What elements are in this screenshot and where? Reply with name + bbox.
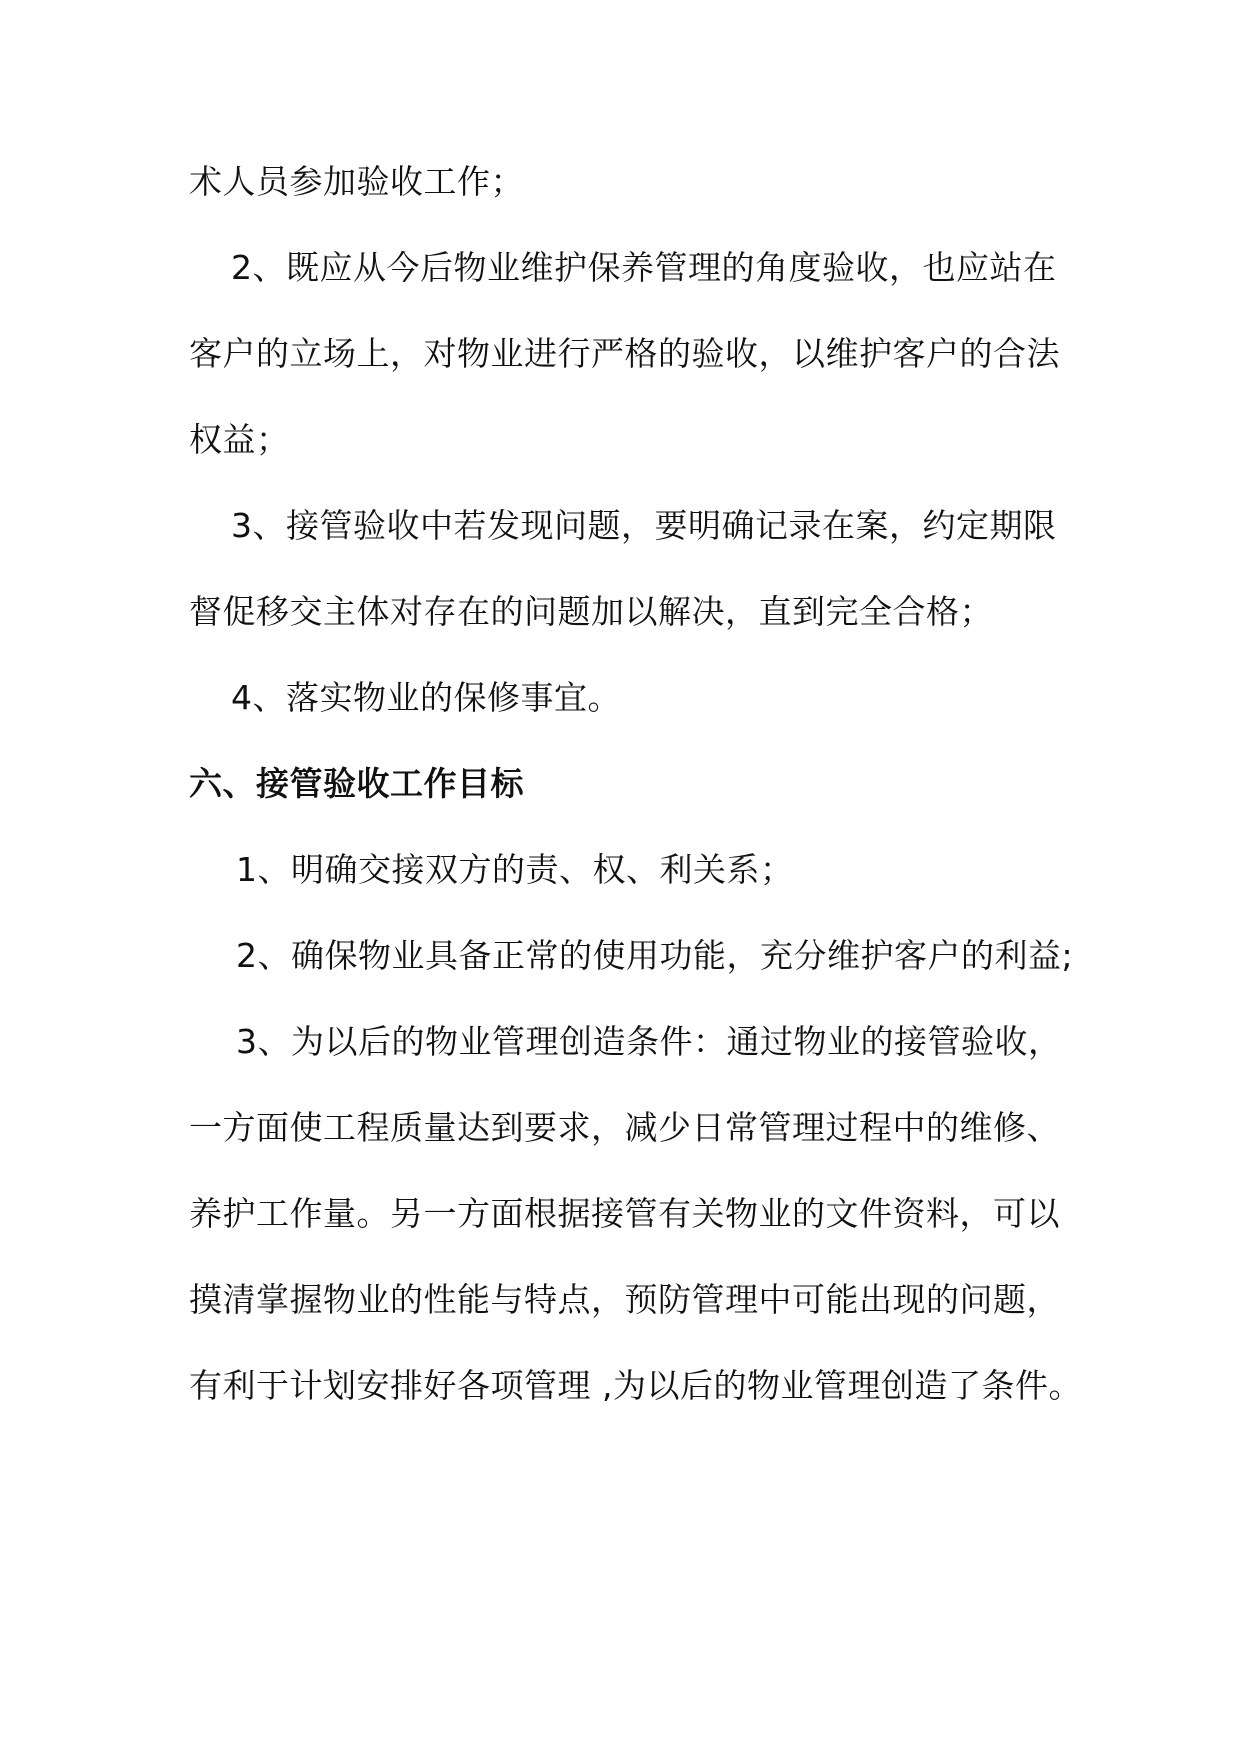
paragraph-line: 养护工作量。另一方面根据接管有关物业的文件资料，可以 — [189, 1194, 1060, 1233]
paragraph-line: 一方面使工程质量达到要求，减少日常管理过程中的维修、 — [189, 1108, 1060, 1147]
list-item-4-line: 4、落实物业的保修事宜。 — [231, 678, 621, 717]
section-heading: 六、接管验收工作目标 — [189, 764, 524, 803]
paragraph-line: 权益； — [189, 420, 290, 459]
goal-item-3-line: 3、为以后的物业管理创造条件：通过物业的接管验收， — [236, 1022, 1062, 1061]
paragraph-line: 摸清掌握物业的性能与特点，预防管理中可能出现的问题， — [189, 1280, 1060, 1319]
goal-item-1-line: 1、明确交接双方的责、权、利关系； — [236, 850, 794, 889]
goal-item-2-line: 2、确保物业具备正常的使用功能，充分维护客户的利益; — [236, 936, 1074, 975]
paragraph-line: 有利于计划安排好各项管理 ,为以后的物业管理创造了条件。 — [189, 1366, 1082, 1405]
paragraph-line: 术人员参加验收工作； — [189, 162, 524, 201]
paragraph-line: 督促移交主体对存在的问题加以解决，直到完全合格； — [189, 592, 993, 631]
paragraph-line: 客户的立场上，对物业进行严格的验收，以维护客户的合法 — [189, 334, 1060, 373]
list-item-3-line: 3、接管验收中若发现问题，要明确记录在案，约定期限 — [231, 506, 1057, 545]
list-item-2-line: 2、既应从今后物业维护保养管理的角度验收，也应站在 — [231, 248, 1057, 287]
